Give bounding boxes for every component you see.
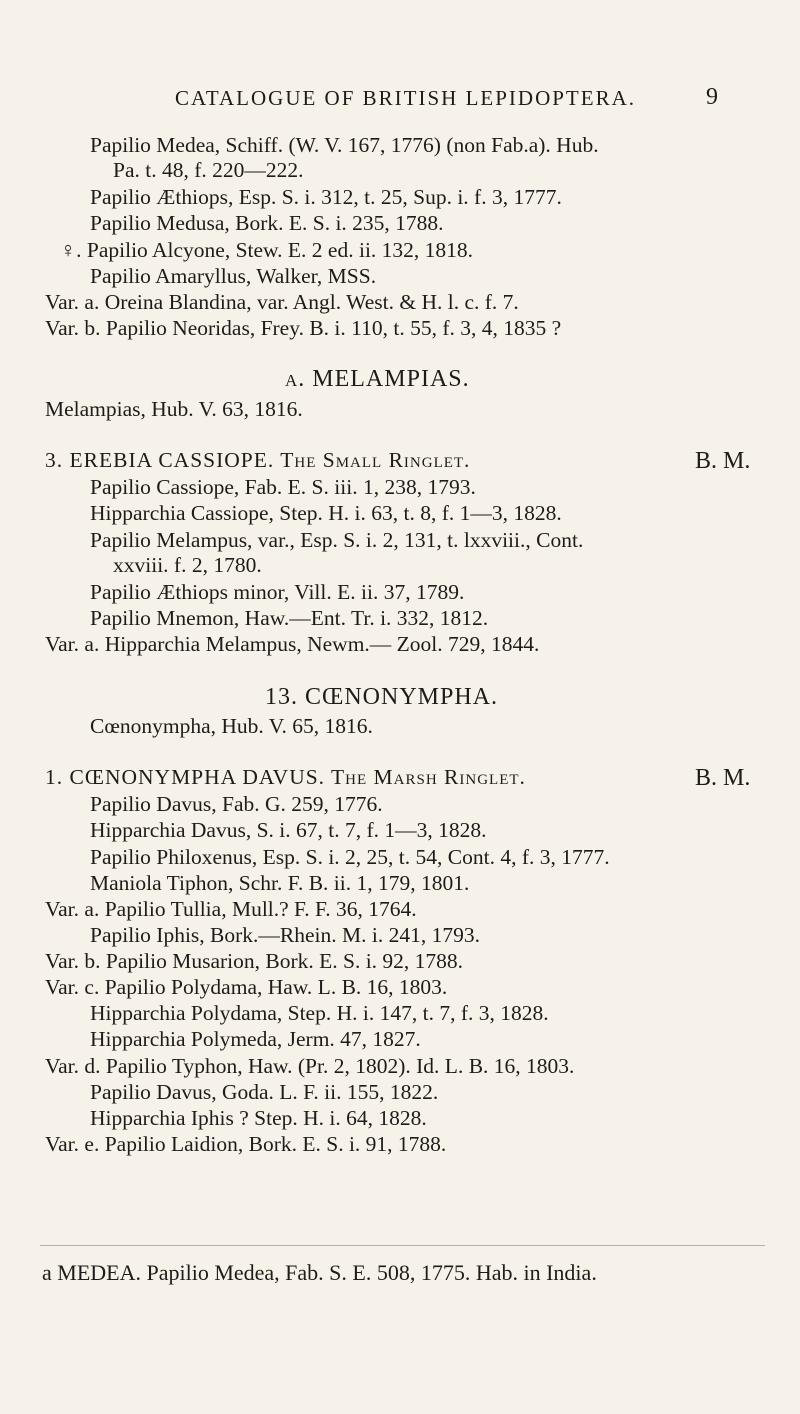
entry-line: Papilio Mnemon, Haw.—Ent. Tr. i. 332, 1812. xyxy=(90,606,489,630)
entry-line: Hipparchia Davus, S. i. 67, t. 7, f. 1—3, 1828. xyxy=(90,818,487,842)
entry-line: Papilio Medea, Schiff. (W. V. 167, 1776) (non Fab.a). Hub. xyxy=(90,133,599,157)
genus-line: Cœnonympha, Hub. V. 65, 1816. xyxy=(90,714,373,738)
variety-line: Var. c. Papilio Polydama, Haw. L. B. 16, 1803. xyxy=(45,975,448,999)
species-heading: 1. CŒNONYMPHA DAVUS. The Marsh Ringlet. xyxy=(45,765,526,789)
entry-line: Pa. t. 48, f. 220—222. xyxy=(113,158,304,182)
variety-line: Var. b. Papilio Neoridas, Frey. B. i. 110, t. 55, f. 3, 4, 1835 ? xyxy=(45,316,562,340)
variety-line: Var. a. Oreina Blandina, var. Angl. West. & H. l. c. f. 7. xyxy=(45,290,519,314)
species-heading: 3. EREBIA CASSIOPE. The Small Ringlet. xyxy=(45,448,471,472)
entry-line: Hipparchia Polymeda, Jerm. 47, 1827. xyxy=(90,1027,421,1051)
variety-line: Var. e. Papilio Laidion, Bork. E. S. i. 91, 1788. xyxy=(45,1132,447,1156)
page-number: 9 xyxy=(706,84,718,110)
entry-line: Papilio Philoxenus, Esp. S. i. 2, 25, t. 54, Cont. 4, f. 3, 1777. xyxy=(90,845,610,869)
variety-line: Var. a. Hipparchia Melampus, Newm.— Zool. 729, 1844. xyxy=(45,632,540,656)
collection-mark: B. M. xyxy=(695,448,751,474)
entry-line: Papilio Cassiope, Fab. E. S. iii. 1, 238, 1793. xyxy=(90,475,476,499)
entry-line: ♀. Papilio Alcyone, Stew. E. 2 ed. ii. 132, 1818. xyxy=(60,238,474,262)
section-heading: 13. CŒNONYMPHA. xyxy=(265,684,499,710)
running-header: CATALOGUE OF BRITISH LEPIDOPTERA. xyxy=(175,86,636,110)
collection-mark: B. M. xyxy=(695,765,751,791)
footnote-divider xyxy=(40,1245,765,1246)
variety-line: Var. d. Papilio Typhon, Haw. (Pr. 2, 1802). Id. L. B. 16, 1803. xyxy=(45,1054,575,1078)
entry-line: Hipparchia Polydama, Step. H. i. 147, t. 7, f. 3, 1828. xyxy=(90,1001,549,1025)
entry-line: Papilio Æthiops, Esp. S. i. 312, t. 25, Sup. i. f. 3, 1777. xyxy=(90,185,562,209)
variety-line: Var. a. Papilio Tullia, Mull.? F. F. 36, 1764. xyxy=(45,897,417,921)
entry-line: Hipparchia Iphis ? Step. H. i. 64, 1828. xyxy=(90,1106,427,1130)
entry-line: Papilio Medusa, Bork. E. S. i. 235, 1788. xyxy=(90,211,444,235)
entry-line: Papilio Melampus, var., Esp. S. i. 2, 131, t. lxxviii., Cont. xyxy=(90,528,584,552)
entry-line: Papilio Iphis, Bork.—Rhein. M. i. 241, 1793. xyxy=(90,923,480,947)
footnote: a MEDEA. Papilio Medea, Fab. S. E. 508, 1775. Hab. in India. xyxy=(42,1260,597,1285)
entry-line: Papilio Davus, Goda. L. F. ii. 155, 1822. xyxy=(90,1080,439,1104)
entry-line: Papilio Davus, Fab. G. 259, 1776. xyxy=(90,792,383,816)
entry-line: xxviii. f. 2, 1780. xyxy=(113,553,262,577)
genus-line: Melampias, Hub. V. 63, 1816. xyxy=(45,397,303,421)
entry-line: Hipparchia Cassiope, Step. H. i. 63, t. 8, f. 1—3, 1828. xyxy=(90,501,562,525)
variety-line: Var. b. Papilio Musarion, Bork. E. S. i. 92, 1788. xyxy=(45,949,464,973)
section-heading: a. MELAMPIAS. xyxy=(285,366,470,392)
entry-line: Maniola Tiphon, Schr. F. B. ii. 1, 179, 1801. xyxy=(90,871,470,895)
entry-line: Papilio Æthiops minor, Vill. E. ii. 37, 1789. xyxy=(90,580,465,604)
entry-line: Papilio Amaryllus, Walker, MSS. xyxy=(90,264,377,288)
